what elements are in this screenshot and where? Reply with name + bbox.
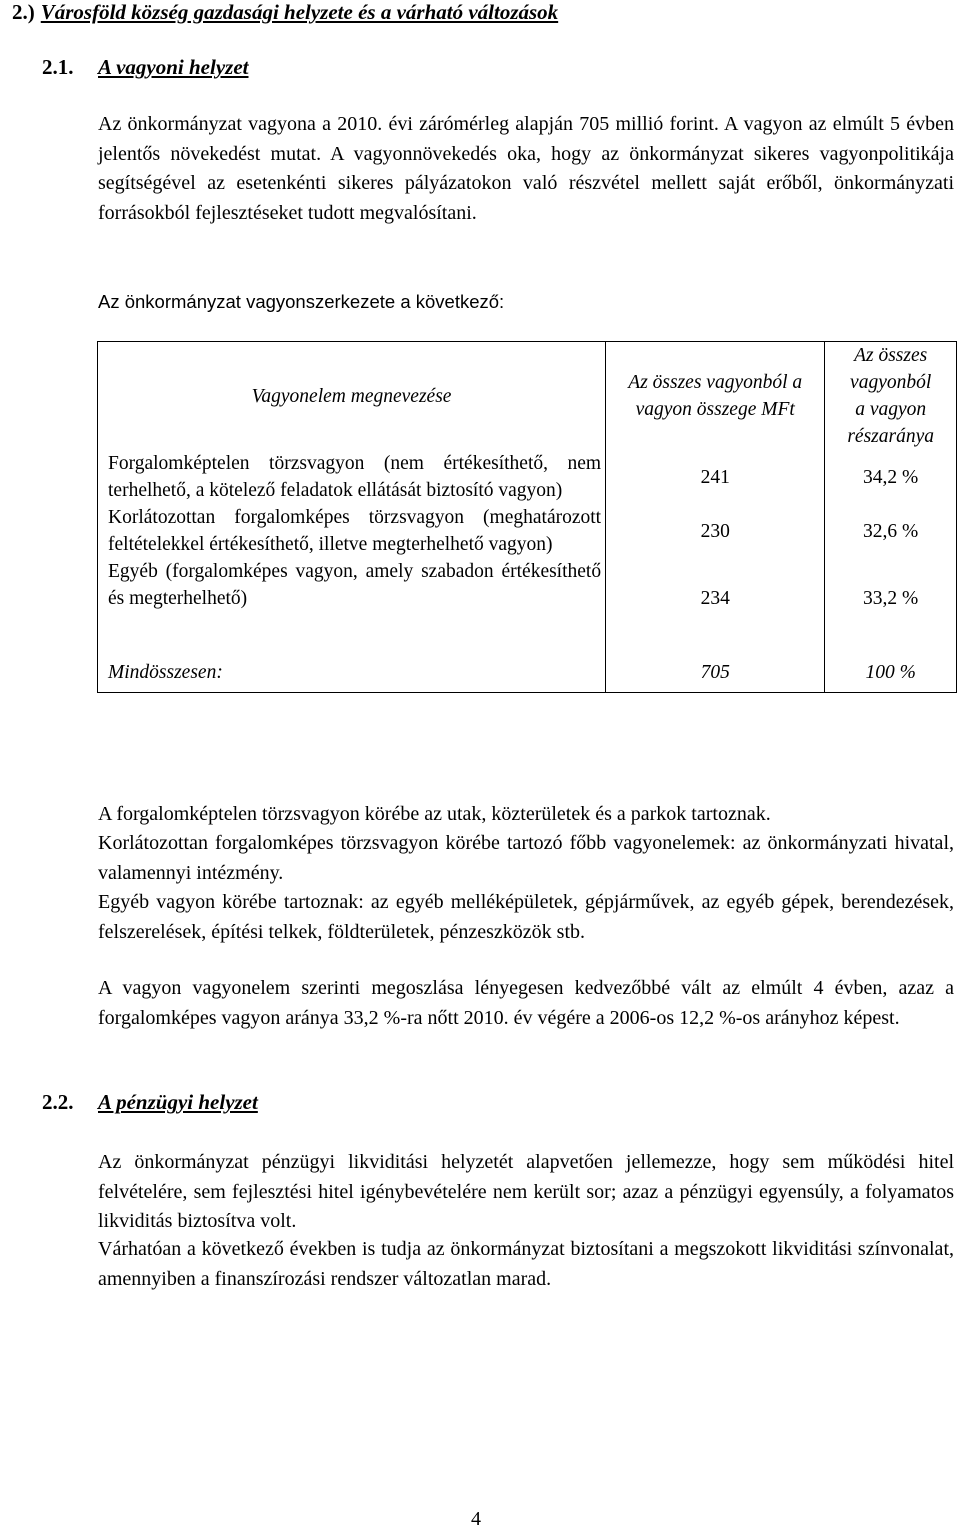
row-1-share: 34,2 % bbox=[825, 450, 957, 504]
page-number: 4 bbox=[471, 1508, 481, 1530]
liquidity-paragraph: Az önkormányzat pénzügyi likviditási helyzetét alapvetően jellemezze, hogy sem működési hitel felvételére, sem fejlesztési hitel igénybevételére nem került sor; azaz a pénzügyi egyensúly, a folyamatos likviditás biztosítva volt. bbox=[98, 1151, 954, 1232]
subsection-2-heading bbox=[42, 1090, 258, 1115]
row-1-label: Forgalomképtelen törzsvagyon (nem értékesíthető, nem terhelhető, a kötelező feladatok ellátását biztosító vagyon) bbox=[98, 450, 606, 504]
section-title: Városföld község gazdasági helyzete és a várható változások bbox=[40, 0, 559, 24]
table-row bbox=[98, 504, 957, 558]
row-3-amount: 234 bbox=[606, 558, 825, 612]
public-assets-note: A forgalomképtelen törzsvagyon körébe az utak, közterületek és a parkok tartoznak. bbox=[98, 803, 771, 825]
section-number: 2.) bbox=[12, 0, 35, 24]
structure-intro: Az önkormányzat vagyonszerkezete a következő: bbox=[98, 291, 505, 312]
subsection-2-number: 2.2. bbox=[42, 1090, 74, 1114]
header-amount: Az összes vagyonból a vagyon összege MFt bbox=[606, 342, 825, 451]
header-share: Az összes vagyonból a vagyon részaránya bbox=[825, 342, 957, 451]
row-2-label: Korlátozottan forgalomképes törzsvagyon (meghatározott feltételekkel értékesíthető, illetve megterhelhető vagyon) bbox=[98, 504, 606, 558]
subsection-1-number: 2.1. bbox=[42, 55, 74, 79]
asset-structure-table bbox=[97, 341, 957, 693]
row-3-share: 33,2 % bbox=[825, 558, 957, 612]
total-label: Mindösszesen: bbox=[98, 652, 606, 693]
other-assets-note: Egyéb vagyon körébe tartoznak: az egyéb melléképületek, gépjárművek, az egyéb gépek, berendezések, felszerelések, építési telkek, földterületek, pénzeszközök stb. bbox=[98, 891, 954, 943]
row-3-label: Egyéb (forgalomképes vagyon, amely szabadon értékesíthető és megterhelhető) bbox=[98, 558, 606, 612]
table-total-row bbox=[98, 652, 957, 693]
table-row bbox=[98, 450, 957, 504]
subsection-1-title: A vagyoni helyzet bbox=[98, 55, 249, 79]
section-heading bbox=[12, 0, 558, 25]
total-share: 100 % bbox=[825, 652, 957, 693]
row-2-share: 32,6 % bbox=[825, 504, 957, 558]
subsection-1-heading bbox=[42, 55, 249, 80]
row-1-amount: 241 bbox=[606, 450, 825, 504]
table-header-row bbox=[98, 342, 957, 451]
restricted-assets-note: Korlátozottan forgalomképes törzsvagyon körébe tartozó főbb vagyonelemek: az önkormányzati hivatal, valamennyi intézmény. bbox=[98, 832, 954, 884]
header-asset-name: Vagyonelem megnevezése bbox=[98, 342, 606, 451]
distribution-paragraph: A vagyon vagyonelem szerinti megoszlása lényegesen kedvezőbbé vált az elmúlt 4 évben, azaz a forgalomképes vagyon aránya 33,2 %-ra nőtt 2010. év végére a 2006-os 12,2 %-os arányhoz képest. bbox=[98, 977, 954, 1029]
outlook-paragraph: Várhatóan a következő években is tudja az önkormányzat biztosítani a megszokott likviditási színvonalat, amennyiben a finanszírozási rendszer változatlan marad. bbox=[98, 1238, 954, 1290]
wealth-paragraph: Az önkormányzat vagyona a 2010. évi zárómérleg alapján 705 millió forint. A vagyon az elmúlt 5 évben jelentős növekedést mutat. A vagyonnövekedés oka, hogy az önkormányzat sikeres vagyonpolitikája segítségével az esetenkénti sikeres pályázatokon való részvétel mellett saját erőből, önkormányzati forrásokból fejlesztéseket tudott megvalósítani. bbox=[98, 113, 954, 224]
subsection-2-title: A pénzügyi helyzet bbox=[98, 1090, 258, 1114]
row-2-amount: 230 bbox=[606, 504, 825, 558]
table-spacer-row bbox=[98, 612, 957, 652]
table-row bbox=[98, 558, 957, 612]
total-amount: 705 bbox=[606, 652, 825, 693]
